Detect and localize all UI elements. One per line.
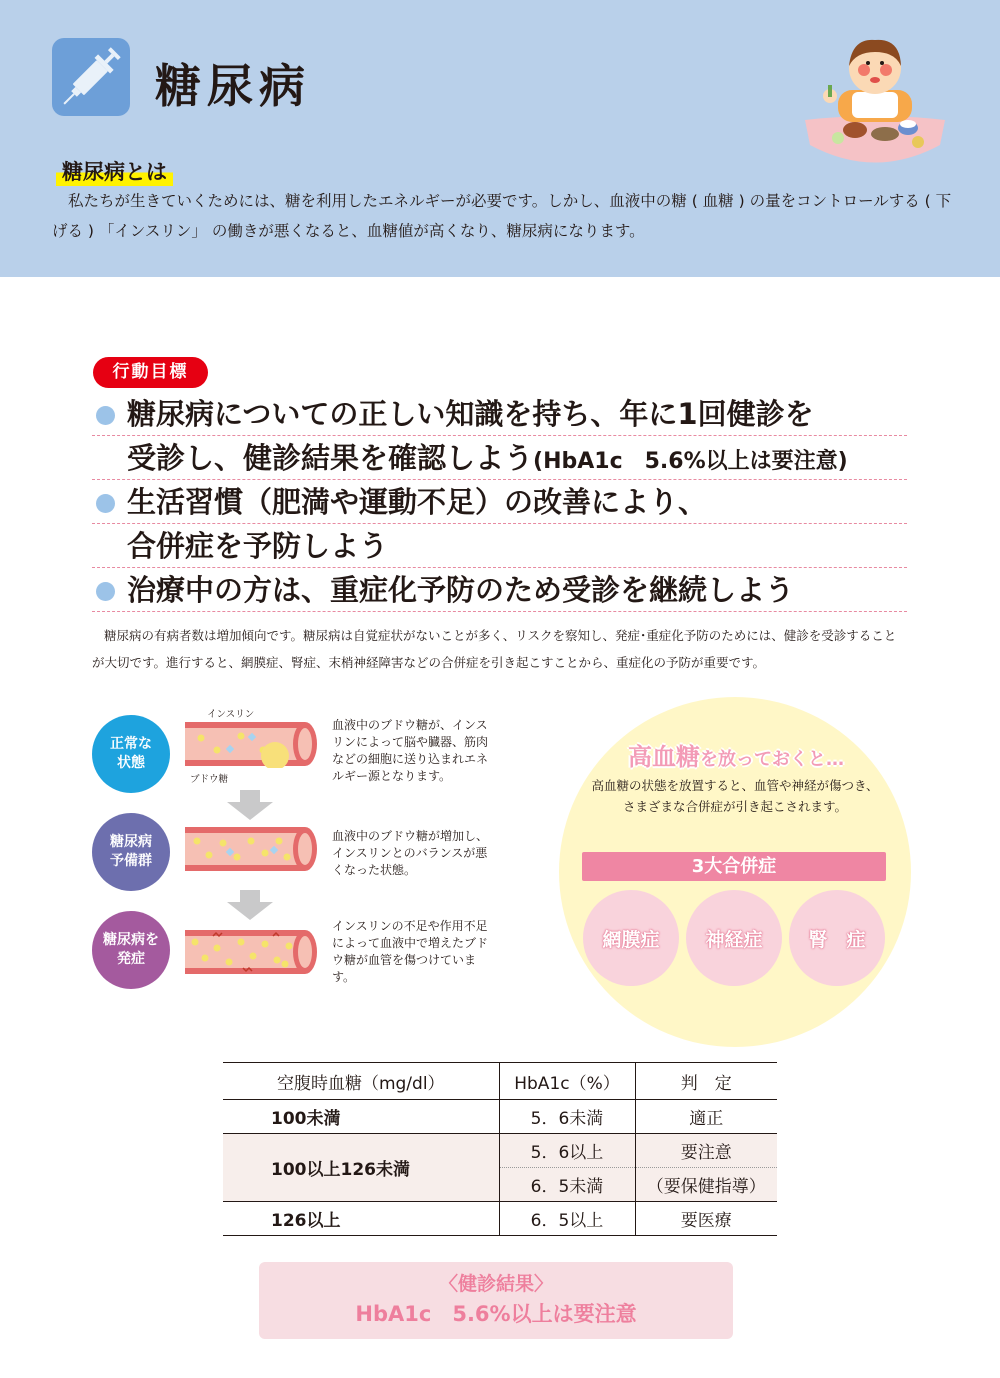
column-header: 判 定 [635, 1063, 777, 1100]
hyperglycemia-rest: を放っておくと… [700, 749, 844, 770]
syringe-icon [52, 38, 130, 116]
goal-text: 糖尿病についての正しい知識を持ち、年に1回健診を [127, 397, 814, 431]
glucose-cell: 126以上 [223, 1202, 499, 1236]
hba1c-cell: 5．6未満 [499, 1100, 635, 1134]
child-eating-illustration [800, 30, 950, 175]
criteria-table [223, 1062, 777, 1236]
goal-text: 合併症を予防しよう [127, 529, 389, 563]
complication-retinopathy: 網膜症 [583, 890, 679, 986]
hba1c-cell: 5．6以上 [499, 1134, 635, 1168]
table-header-row [223, 1063, 777, 1100]
table-row [223, 1100, 777, 1134]
insulin-label: インスリン [207, 709, 255, 720]
goal-item [92, 568, 907, 612]
goal-item [92, 392, 907, 436]
glucose-cell: 100以上126未満 [223, 1134, 499, 1202]
description-text: 糖尿病の有病者数は増加傾向です。糖尿病は自覚症状がないことが多く、リスクを察知し、発症･重症化予防のためには、健診を受診することが大切です。進行すると、網膜症、腎症、末梢神経障害などの合併症を引き起こすことから、重症化の予防が重要です。 [92, 628, 897, 670]
hba1c-cell: 6．5未満 [499, 1168, 635, 1202]
goal-text: 受診し、健診結果を確認しよう [127, 441, 534, 475]
complication-neuropathy: 神経症 [686, 890, 782, 986]
bullet-icon [96, 406, 115, 425]
judge-cell: 適正 [635, 1100, 777, 1134]
table-row [223, 1202, 777, 1236]
stage-normal-circle: 正常な 状態 [92, 715, 170, 793]
stage-description: 血液中のブドウ糖が、インスリンによって脳や臓器、筋肉などの細胞に送り込まれエネルギー源となります。 [332, 718, 489, 783]
three-complications-bar: 3大合併症 [582, 852, 886, 881]
stage-diabetes-circle: 糖尿病を 発症 [92, 911, 170, 989]
page-title: 糖尿病 [155, 59, 311, 113]
glucose-cell: 100未満 [223, 1100, 499, 1134]
column-header: HbA1c（%） [499, 1063, 635, 1100]
hyperglycemia-text: 高血糖の状態を放置すると、血管や神経が傷つき、さまざまな合併症が引き起こされます。 [591, 778, 879, 814]
bullet-icon [96, 494, 115, 513]
goal-item-continued [92, 436, 907, 480]
column-header: 空腹時血糖（mg/dl） [223, 1063, 499, 1100]
blood-vessel-illustration [183, 928, 320, 976]
judge-cell: 要医療 [635, 1202, 777, 1236]
down-arrow-icon [225, 790, 275, 820]
stage-description: インスリンの不足や作用不足によって血液中で増えたブドウ糖が血管を傷つけています。 [332, 919, 489, 984]
blood-vessel-illustration [183, 720, 320, 768]
complication-nephropathy: 腎 症 [789, 890, 885, 986]
judge-cell: 要注意 [635, 1134, 777, 1168]
stage-description: 血液中のブドウ糖が増加し、インスリンとのバランスが悪くなった状態。 [332, 829, 489, 877]
stage-prediabetes-circle: 糖尿病 予備群 [92, 813, 170, 891]
hyperglycemia-word: 高血糖 [628, 743, 700, 771]
hba1c-cell: 6．5以上 [499, 1202, 635, 1236]
glucose-label: ブドウ糖 [190, 774, 229, 785]
goal-note: (HbA1c 5.6%以上は要注意) [533, 449, 848, 474]
intro-text: 私たちが生きていくためには、糖を利用したエネルギーが必要です。しかし、血液中の糖 ( 血糖 ) の量をコントロールする ( 下げる ) 「インスリン」 の働きが悪くなると、血糖値が高くなり、糖尿病になります。 [52, 192, 952, 240]
hyperglycemia-heading [610, 737, 862, 772]
goal-item [92, 480, 907, 524]
blood-vessel-illustration [183, 825, 320, 873]
goal-item-continued [92, 524, 907, 568]
goal-text: 生活習慣（肥満や運動不足）の改善により、 [127, 485, 708, 519]
result-text: HbA1c 5.6%以上は要注意 [355, 1302, 637, 1326]
result-heading: 〈健診結果〉 [438, 1273, 553, 1295]
goal-text: 治療中の方は、重症化予防のため受診を継続しよう [127, 573, 795, 607]
goal-badge: 行動目標 [93, 357, 208, 388]
down-arrow-icon [225, 890, 275, 920]
checkup-result-box [259, 1262, 733, 1339]
table-row [223, 1134, 777, 1168]
section-heading: 糖尿病とは [56, 156, 173, 186]
bullet-icon [96, 582, 115, 601]
judge-cell: （要保健指導） [635, 1168, 777, 1202]
